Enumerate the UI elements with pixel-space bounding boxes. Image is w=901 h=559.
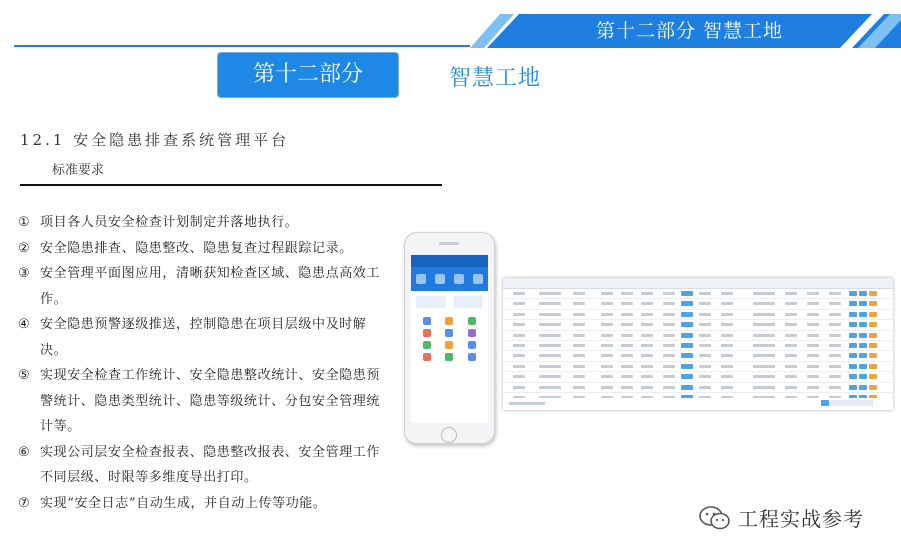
list-text: 安全隐患预警逐级推送，控制隐患在项目层级中及时解决。 — [40, 317, 367, 358]
phone-tiles — [411, 291, 488, 313]
list-text: 项目各人员安全检查计划制定并落地执行。 — [40, 215, 299, 230]
list-item — [18, 236, 388, 262]
table-header — [503, 278, 893, 289]
list-item — [18, 210, 388, 236]
table-row — [503, 320, 893, 330]
list-number: ④ — [18, 317, 31, 332]
banner-title: 第十二部分 智慧工地 — [596, 20, 784, 42]
list-item — [18, 312, 388, 363]
table-row — [503, 299, 893, 309]
list-text: 实现安全检查工作统计、安全隐患整改统计、安全隐患预警统计、隐患类型统计、隐患等级统计、分包安全管理统计等。 — [40, 368, 381, 434]
list-number: ⑦ — [18, 495, 31, 511]
table-row — [503, 310, 893, 320]
list-text: 实现“安全日志”自动生成，并自动上传等功能。 — [40, 495, 327, 511]
list-number: ③ — [18, 266, 31, 281]
table-row — [503, 341, 893, 351]
list-number: ⑥ — [18, 444, 31, 460]
wechat-icon — [698, 505, 732, 531]
table-row — [503, 351, 893, 361]
phone-screen — [411, 255, 488, 423]
list-text: 安全隐患排查、隐患整改、隐患复查过程跟踪记录。 — [40, 240, 353, 256]
table-row — [503, 362, 893, 372]
table-pager — [503, 398, 893, 410]
phone-home-button — [441, 427, 457, 443]
phone-app-topbar — [411, 255, 488, 267]
table-row — [503, 383, 893, 393]
list-number: ⑤ — [18, 368, 31, 383]
watermark-text: 工程实战参考 — [738, 507, 864, 531]
phone-icon-grid — [411, 313, 488, 365]
phone-app-screenshot — [404, 232, 495, 444]
section-label-box — [218, 53, 398, 97]
phone-speaker — [439, 242, 459, 245]
phone-stats-bar — [411, 267, 488, 291]
watermark — [698, 503, 864, 532]
list-number: ① — [18, 215, 31, 230]
table-row — [503, 331, 893, 341]
list-text: 实现公司层安全检查报表、隐患整改报表、安全管理工作不同层级、时限等多维度导出打印。 — [40, 444, 381, 485]
list-item — [18, 491, 388, 517]
list-item — [18, 440, 388, 491]
list-number: ② — [18, 240, 31, 256]
page-subheading: 标准要求 — [52, 163, 105, 178]
heading-divider — [20, 184, 442, 186]
list-item — [18, 261, 388, 312]
list-item — [18, 363, 388, 440]
table-row — [503, 372, 893, 382]
section-label: 第十二部分 — [252, 62, 363, 87]
requirements-list — [18, 210, 388, 516]
table-row — [503, 289, 893, 299]
hazard-table-screenshot — [503, 278, 893, 410]
list-text: 安全管理平面图应用，清晰获知检查区域、隐患点高效工作。 — [40, 266, 381, 307]
page-heading: 12.1 安全隐患排查系统管理平台 — [20, 131, 290, 149]
section-subtitle: 智慧工地 — [449, 66, 542, 91]
